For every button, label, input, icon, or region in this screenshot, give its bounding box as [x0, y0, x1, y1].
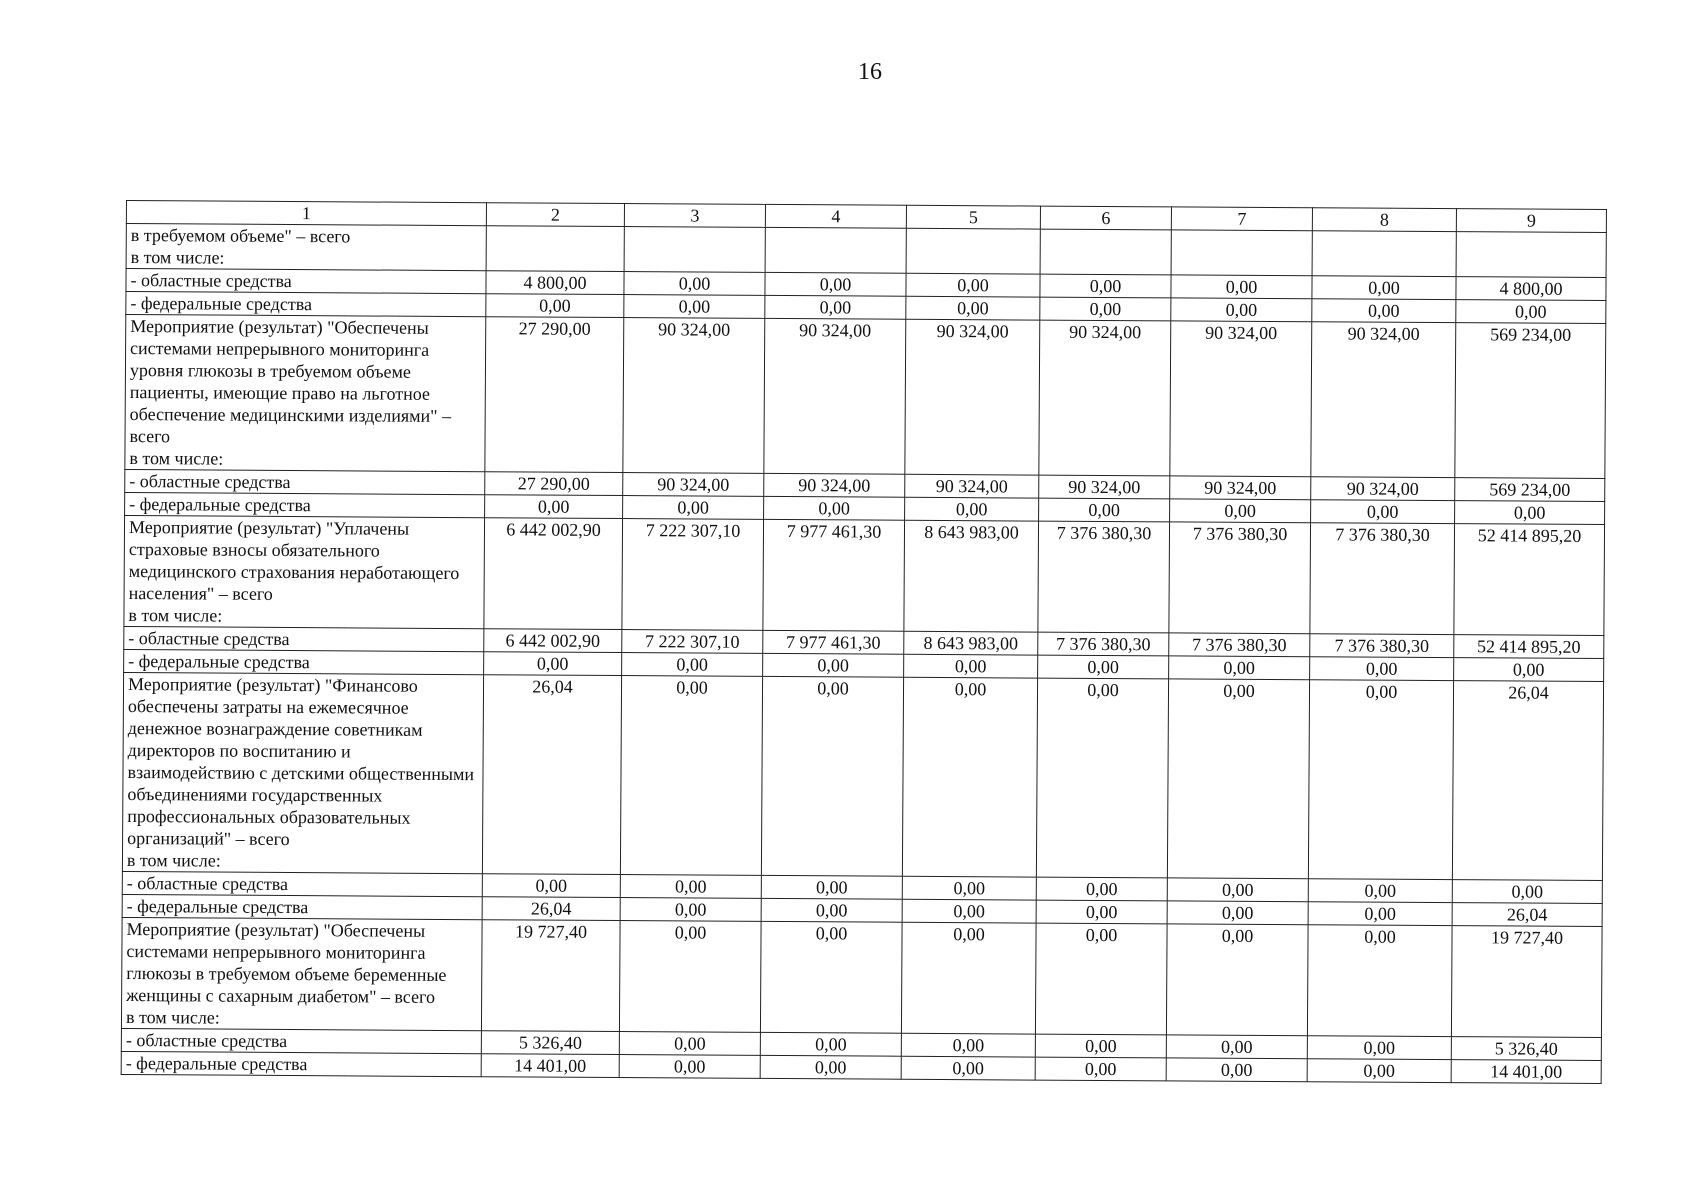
- value-cell-col7: 0,00: [1167, 878, 1308, 902]
- value-cell-col7: 7 376 380,30: [1169, 633, 1310, 657]
- value-cell-col7: 0,00: [1171, 275, 1312, 299]
- value-cell-col6: 7 376 380,30: [1038, 521, 1170, 633]
- value-cell-col8: 90 324,00: [1311, 322, 1456, 478]
- table-row-total: [124, 515, 1605, 635]
- row-label-funding-source: - федеральные средства: [121, 1051, 481, 1076]
- value-cell-col9: 0,00: [1456, 300, 1606, 324]
- value-cell-col5: [906, 228, 1040, 274]
- value-cell-col2: 6 442 002,90: [484, 518, 623, 630]
- row-label-funding-source: - федеральные средства: [122, 894, 482, 919]
- value-cell-col5: 8 643 983,00: [904, 631, 1038, 655]
- value-cell-col4: 0,00: [760, 921, 902, 1033]
- value-cell-col8: 0,00: [1308, 680, 1453, 880]
- value-cell-col8: 0,00: [1312, 299, 1456, 323]
- value-cell-col8: 0,00: [1310, 657, 1454, 681]
- row-label-funding-source: - федеральные средства: [126, 292, 486, 317]
- value-cell-col2: 27 290,00: [485, 472, 623, 496]
- value-cell-col7: 0,00: [1169, 656, 1310, 680]
- page-number: 16: [858, 59, 882, 85]
- header-cell-col8: 8: [1312, 208, 1456, 232]
- value-cell-col2: 6 442 002,90: [484, 629, 622, 653]
- value-cell-col4: 0,00: [761, 676, 903, 876]
- value-cell-col6: 0,00: [1035, 923, 1167, 1035]
- value-cell-col6: 0,00: [1040, 274, 1171, 298]
- value-cell-col7: 0,00: [1171, 298, 1312, 322]
- value-cell-col4: 0,00: [761, 875, 902, 899]
- value-cell-col4: 0,00: [761, 898, 902, 922]
- value-cell-col6: 0,00: [1036, 877, 1167, 901]
- value-cell-col6: 7 376 380,30: [1038, 632, 1169, 656]
- value-cell-col2: 27 290,00: [485, 317, 624, 473]
- value-cell-col5: 0,00: [904, 654, 1038, 678]
- value-cell-col2: [486, 226, 624, 272]
- row-label-funding-source: - областные средства: [125, 469, 485, 494]
- value-cell-col6: 0,00: [1038, 655, 1169, 679]
- header-cell-col1: 1: [126, 201, 486, 226]
- budget-table: [121, 200, 1607, 1084]
- value-cell-col5: 90 324,00: [905, 474, 1039, 498]
- value-cell-col4: 90 324,00: [764, 318, 906, 474]
- value-cell-col7: 0,00: [1166, 1035, 1307, 1059]
- value-cell-col5: 0,00: [901, 922, 1036, 1034]
- value-cell-col7: 0,00: [1166, 1058, 1307, 1082]
- table-row-total: [125, 315, 1606, 479]
- value-cell-col4: 0,00: [765, 272, 906, 296]
- value-cell-col8: 0,00: [1307, 1059, 1451, 1083]
- value-cell-col5: 0,00: [905, 497, 1039, 521]
- value-cell-col9: 5 326,40: [1451, 1037, 1601, 1061]
- value-cell-col3: 0,00: [623, 496, 764, 520]
- header-cell-col2: 2: [486, 203, 624, 227]
- value-cell-col9: 26,04: [1452, 681, 1603, 881]
- row-label-funding-source: - областные средства: [124, 626, 484, 651]
- row-label-measure: в требуемом объеме" – всего в том числе:: [126, 224, 486, 271]
- value-cell-col2: 0,00: [482, 874, 620, 898]
- value-cell-col7: 90 324,00: [1170, 476, 1311, 500]
- row-label-measure: Мероприятие (результат) "Обеспечены системами непрерывного мониторинга уровня глюкозы в требуемом объеме пациенты, имеющие право на льготное обеспечение медицинскими изделиями" – всего в том числе:: [125, 315, 486, 472]
- value-cell-col9: [1456, 232, 1606, 278]
- value-cell-col3: 0,00: [622, 653, 763, 677]
- value-cell-col6: 0,00: [1036, 678, 1168, 878]
- value-cell-col9: 569 234,00: [1455, 478, 1605, 502]
- value-cell-col4: 7 977 461,30: [763, 630, 904, 654]
- value-cell-col2: 0,00: [484, 652, 622, 676]
- value-cell-col3: 0,00: [619, 921, 761, 1033]
- table-body: [121, 201, 1606, 1084]
- value-cell-col8: 0,00: [1307, 1036, 1451, 1060]
- value-cell-col4: 0,00: [764, 496, 905, 520]
- value-cell-col8: 7 376 380,30: [1310, 523, 1455, 635]
- value-cell-col9: 569 234,00: [1455, 323, 1606, 479]
- row-label-funding-source: - федеральные средства: [125, 492, 485, 517]
- value-cell-col2: 0,00: [485, 495, 623, 519]
- value-cell-col6: 90 324,00: [1039, 320, 1171, 476]
- value-cell-col5: 0,00: [901, 1056, 1035, 1080]
- value-cell-col4: 0,00: [763, 653, 904, 677]
- value-cell-col4: 0,00: [760, 1055, 901, 1079]
- value-cell-col3: 0,00: [624, 295, 765, 319]
- value-cell-col2: 4 800,00: [486, 271, 624, 295]
- value-cell-col8: 0,00: [1312, 276, 1456, 300]
- value-cell-col6: 90 324,00: [1039, 475, 1170, 499]
- value-cell-col2: 19 727,40: [481, 920, 620, 1032]
- value-cell-col3: 90 324,00: [623, 473, 764, 497]
- value-cell-col3: 0,00: [620, 875, 761, 899]
- value-cell-col2: 0,00: [486, 294, 624, 318]
- value-cell-col8: 90 324,00: [1311, 477, 1455, 501]
- value-cell-col7: [1171, 230, 1312, 276]
- header-cell-col6: 6: [1040, 206, 1171, 230]
- header-cell-col9: 9: [1456, 209, 1606, 233]
- value-cell-col7: 0,00: [1170, 499, 1311, 523]
- value-cell-col7: 90 324,00: [1170, 321, 1312, 477]
- value-cell-col4: 0,00: [760, 1032, 901, 1056]
- value-cell-col6: [1040, 229, 1171, 275]
- value-cell-col6: 0,00: [1035, 1034, 1166, 1058]
- value-cell-col9: 0,00: [1454, 658, 1604, 682]
- value-cell-col3: 0,00: [619, 1055, 760, 1079]
- value-cell-col2: 26,04: [482, 897, 620, 921]
- header-cell-col3: 3: [624, 204, 765, 228]
- row-label-measure: Мероприятие (результат) "Уплачены страховые взносы обязательного медицинского страхования неработающего населения" – всего в том числе:: [124, 515, 485, 628]
- row-label-funding-source: - областные средства: [121, 1028, 481, 1053]
- value-cell-col6: 0,00: [1036, 900, 1167, 924]
- row-label-funding-source: - областные средства: [122, 871, 482, 896]
- value-cell-col5: 0,00: [902, 899, 1036, 923]
- value-cell-col9: 19 727,40: [1451, 926, 1602, 1038]
- value-cell-col5: 0,00: [906, 273, 1040, 297]
- value-cell-col3: 0,00: [620, 676, 762, 876]
- value-cell-col6: 0,00: [1035, 1057, 1166, 1081]
- value-cell-col4: [765, 227, 906, 273]
- value-cell-col7: 7 376 380,30: [1169, 522, 1311, 634]
- value-cell-col3: [624, 227, 765, 273]
- value-cell-col7: 0,00: [1166, 924, 1308, 1036]
- value-cell-col2: 14 401,00: [481, 1054, 619, 1078]
- value-cell-col9: 52 414 895,20: [1454, 635, 1604, 659]
- value-cell-col2: 5 326,40: [481, 1031, 619, 1055]
- budget-table-sheet: [121, 200, 1606, 1084]
- row-label-funding-source: - областные средства: [126, 269, 486, 294]
- table-row-total: [122, 672, 1603, 880]
- value-cell-col7: 0,00: [1167, 901, 1308, 925]
- table-row-total: [121, 917, 1602, 1037]
- value-cell-col4: 90 324,00: [764, 473, 905, 497]
- value-cell-col3: 90 324,00: [623, 318, 765, 474]
- value-cell-col9: 14 401,00: [1451, 1060, 1601, 1084]
- value-cell-col9: 4 800,00: [1456, 277, 1606, 301]
- value-cell-col8: 0,00: [1311, 500, 1455, 524]
- value-cell-col5: 0,00: [901, 1033, 1035, 1057]
- value-cell-col3: 7 222 307,10: [622, 630, 763, 654]
- header-cell-col5: 5: [906, 205, 1040, 229]
- value-cell-col8: 7 376 380,30: [1310, 634, 1454, 658]
- header-cell-col7: 7: [1171, 207, 1312, 231]
- value-cell-col9: 52 414 895,20: [1454, 524, 1605, 636]
- value-cell-col3: 0,00: [624, 272, 765, 296]
- value-cell-col6: 0,00: [1039, 498, 1170, 522]
- value-cell-col4: 0,00: [765, 295, 906, 319]
- value-cell-col9: 0,00: [1452, 880, 1602, 904]
- value-cell-col6: 0,00: [1040, 297, 1171, 321]
- value-cell-col8: 0,00: [1308, 902, 1452, 926]
- value-cell-col5: 0,00: [902, 677, 1037, 877]
- value-cell-col7: 0,00: [1167, 679, 1309, 879]
- value-cell-col2: 26,04: [482, 675, 621, 875]
- value-cell-col8: 0,00: [1308, 879, 1452, 903]
- header-cell-col4: 4: [765, 204, 906, 228]
- value-cell-col3: 7 222 307,10: [622, 519, 764, 631]
- row-label-measure: Мероприятие (результат) "Финансово обеспечены затраты на ежемесячное денежное вознаграждение советникам директоров по воспитанию и взаимодействию с детскими общественными объединениями государственных профессиональных образовательных организаций" – всего в том числе:: [122, 672, 483, 873]
- value-cell-col9: 26,04: [1452, 903, 1602, 927]
- value-cell-col8: 0,00: [1307, 925, 1452, 1037]
- value-cell-col9: 0,00: [1455, 501, 1605, 525]
- value-cell-col5: 90 324,00: [905, 319, 1040, 475]
- value-cell-col4: 7 977 461,30: [763, 519, 905, 631]
- value-cell-col3: 0,00: [619, 1032, 760, 1056]
- value-cell-col5: 0,00: [906, 296, 1040, 320]
- row-label-funding-source: - федеральные средства: [124, 649, 484, 674]
- value-cell-col8: [1312, 231, 1456, 277]
- value-cell-col5: 0,00: [902, 876, 1036, 900]
- row-label-measure: Мероприятие (результат) "Обеспечены системами непрерывного мониторинга глюкозы в требуемом объеме беременные женщины с сахарным диабетом" – всего в том числе:: [121, 917, 482, 1030]
- value-cell-col3: 0,00: [620, 898, 761, 922]
- value-cell-col5: 8 643 983,00: [904, 520, 1039, 632]
